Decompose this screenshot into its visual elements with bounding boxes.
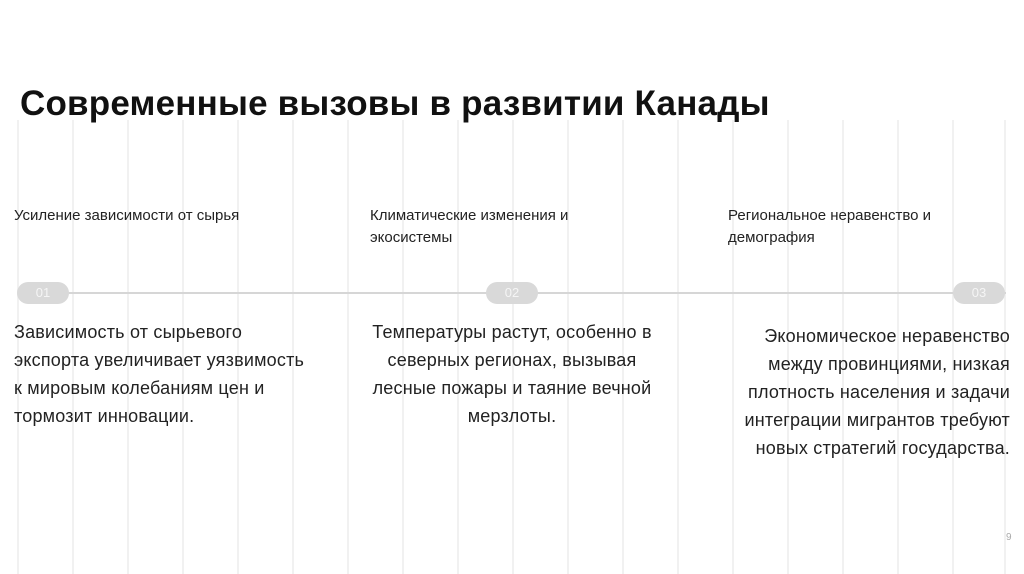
step-badge-3: 03: [953, 282, 1005, 304]
item-heading-3: Региональное неравенство и демография: [728, 207, 932, 246]
item-text-2: Температуры растут, особенно в северных регионах, вызывая лесные пожары и таяние вечной мерзлоты.: [372, 322, 652, 426]
page-number: 9: [1006, 532, 1012, 543]
item-heading-2: Климатические изменения и экосистемы: [370, 207, 569, 246]
item-text-3: Экономическое неравенство между провинциями, низкая плотность населения и задачи интеграции мигрантов требуют новых стратегий государства.: [744, 326, 1010, 458]
step-badge-2: 02: [486, 282, 538, 304]
item-heading-1: Усиление зависимости от сырья: [14, 207, 240, 224]
item-text-1: Зависимость от сырьевого экспорта увеличивает уязвимость к мировым колебаниям цен и тормозит инновации.: [14, 322, 305, 426]
page-title: Современные вызовы в развитии Канады: [20, 84, 770, 123]
step-badge-1: 01: [17, 282, 69, 304]
